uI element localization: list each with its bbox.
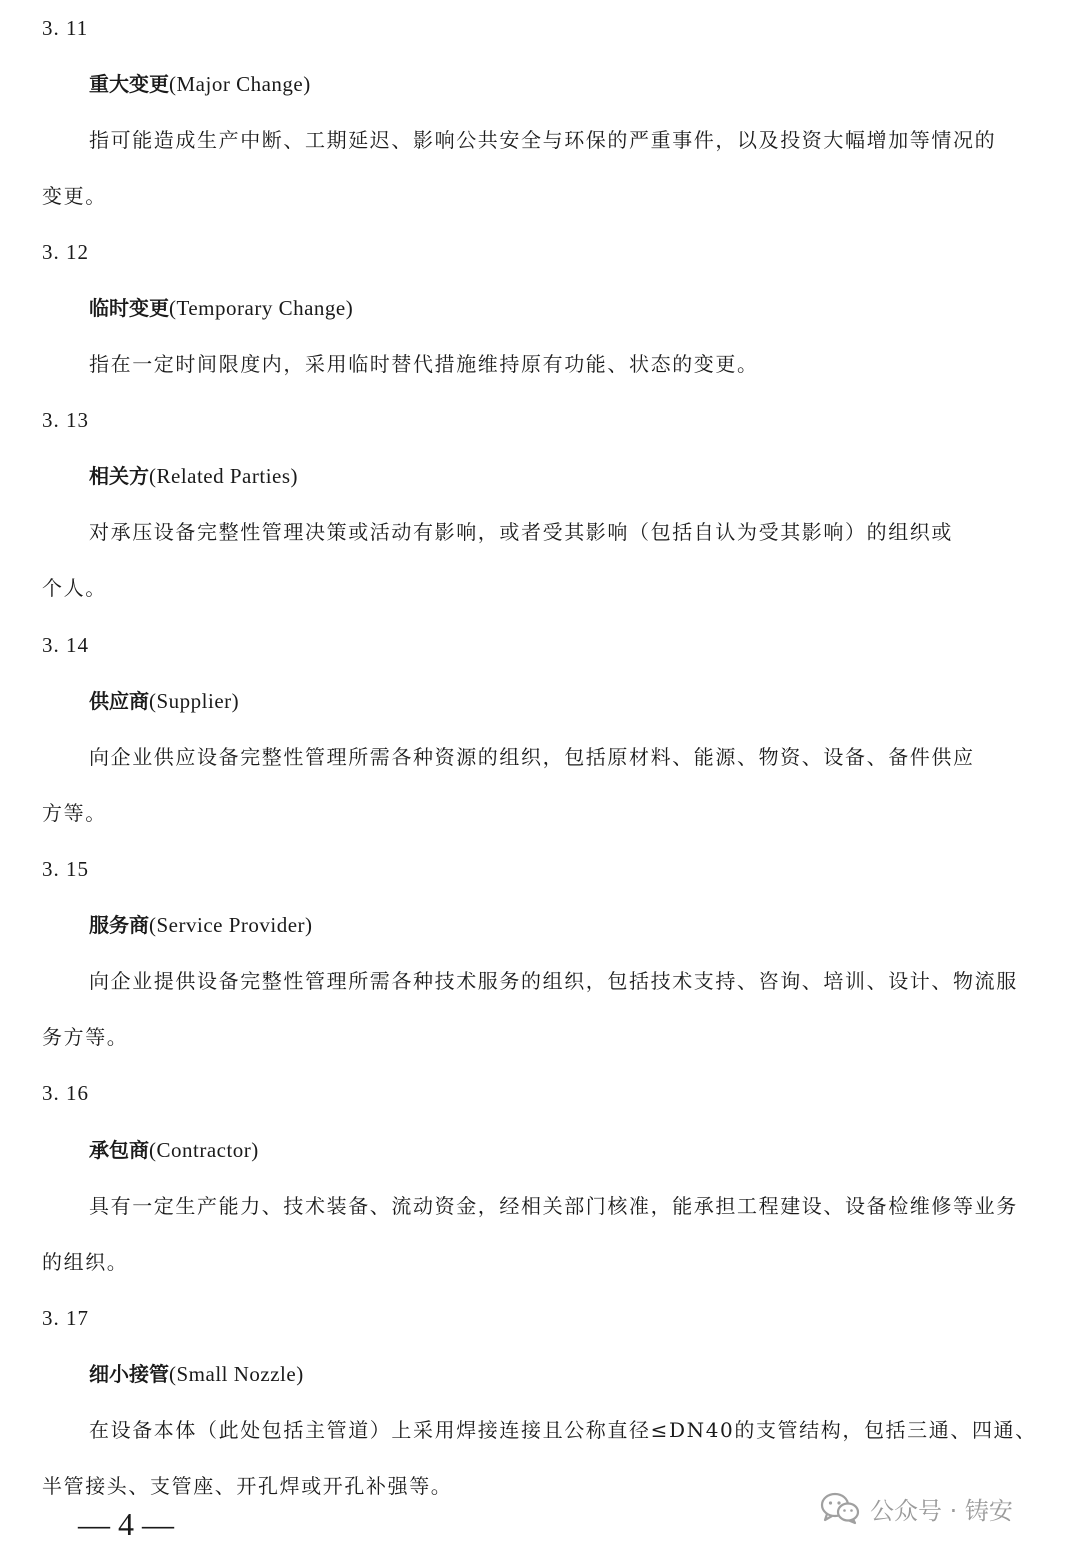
definition-line: 变更。	[42, 184, 107, 208]
term-heading	[89, 461, 298, 491]
definition-line: 指可能造成生产中断、工期延迟、影响公共安全与环保的严重事件，以及投资大幅增加等情况的	[89, 128, 997, 152]
definition-line: 向企业提供设备完整性管理所需各种技术服务的组织，包括技术支持、咨询、培训、设计、物流服	[89, 969, 1018, 993]
term-heading	[89, 686, 239, 716]
term-zh: 临时变更	[89, 296, 169, 320]
term-zh: 相关方	[89, 464, 149, 488]
definition-line: 在设备本体（此处包括主管道）上采用焊接连接且公称直径≤DN40的支管结构，包括三通、四通、	[89, 1418, 1037, 1442]
term-en: (Service Provider)	[149, 913, 313, 937]
definition-line: 指在一定时间限度内，采用临时替代措施维持原有功能、状态的变更。	[89, 352, 759, 376]
term-zh: 服务商	[89, 913, 149, 937]
term-heading	[89, 910, 313, 940]
term-zh: 承包商	[89, 1138, 149, 1162]
definition-line: 对承压设备完整性管理决策或活动有影响，或者受其影响（包括自认为受其影响）的组织或	[89, 520, 953, 544]
term-en: (Related Parties)	[149, 464, 299, 488]
definition-line: 具有一定生产能力、技术装备、流动资金，经相关部门核准，能承担工程建设、设备检维修等业务	[89, 1194, 1018, 1218]
definition-line: 个人。	[42, 576, 107, 600]
section-number: 3. 14	[42, 633, 89, 657]
page-number: — 4 —	[78, 1506, 174, 1542]
definition-line: 务方等。	[42, 1025, 129, 1049]
term-zh: 供应商	[89, 689, 149, 713]
term-heading	[89, 1359, 304, 1389]
section-number: 3. 13	[42, 408, 89, 432]
definition-line: 半管接头、支管座、开孔焊或开孔补强等。	[42, 1474, 453, 1498]
wechat-icon	[820, 1491, 860, 1525]
definition-line: 方等。	[42, 801, 107, 825]
term-en: (Contractor)	[149, 1138, 259, 1162]
term-en: (Supplier)	[149, 689, 240, 713]
definition-line: 的组织。	[42, 1250, 129, 1274]
term-heading	[89, 293, 353, 323]
term-en: (Major Change)	[169, 72, 311, 96]
section-number: 3. 16	[42, 1081, 89, 1105]
term-zh: 重大变更	[89, 72, 169, 96]
term-heading	[89, 69, 311, 99]
section-number: 3. 17	[42, 1306, 89, 1330]
watermark	[820, 1488, 1013, 1528]
section-number: 3. 12	[42, 240, 89, 264]
section-number: 3. 15	[42, 857, 89, 881]
term-heading	[89, 1135, 259, 1165]
definition-line: 向企业供应设备完整性管理所需各种资源的组织，包括原材料、能源、物资、设备、备件供应	[89, 745, 975, 769]
term-zh: 细小接管	[89, 1362, 169, 1386]
watermark-text: 公众号 · 铸安	[870, 1496, 1013, 1525]
section-number: 3. 11	[42, 16, 89, 40]
term-en: (Small Nozzle)	[169, 1362, 304, 1386]
term-en: (Temporary Change)	[169, 296, 354, 320]
